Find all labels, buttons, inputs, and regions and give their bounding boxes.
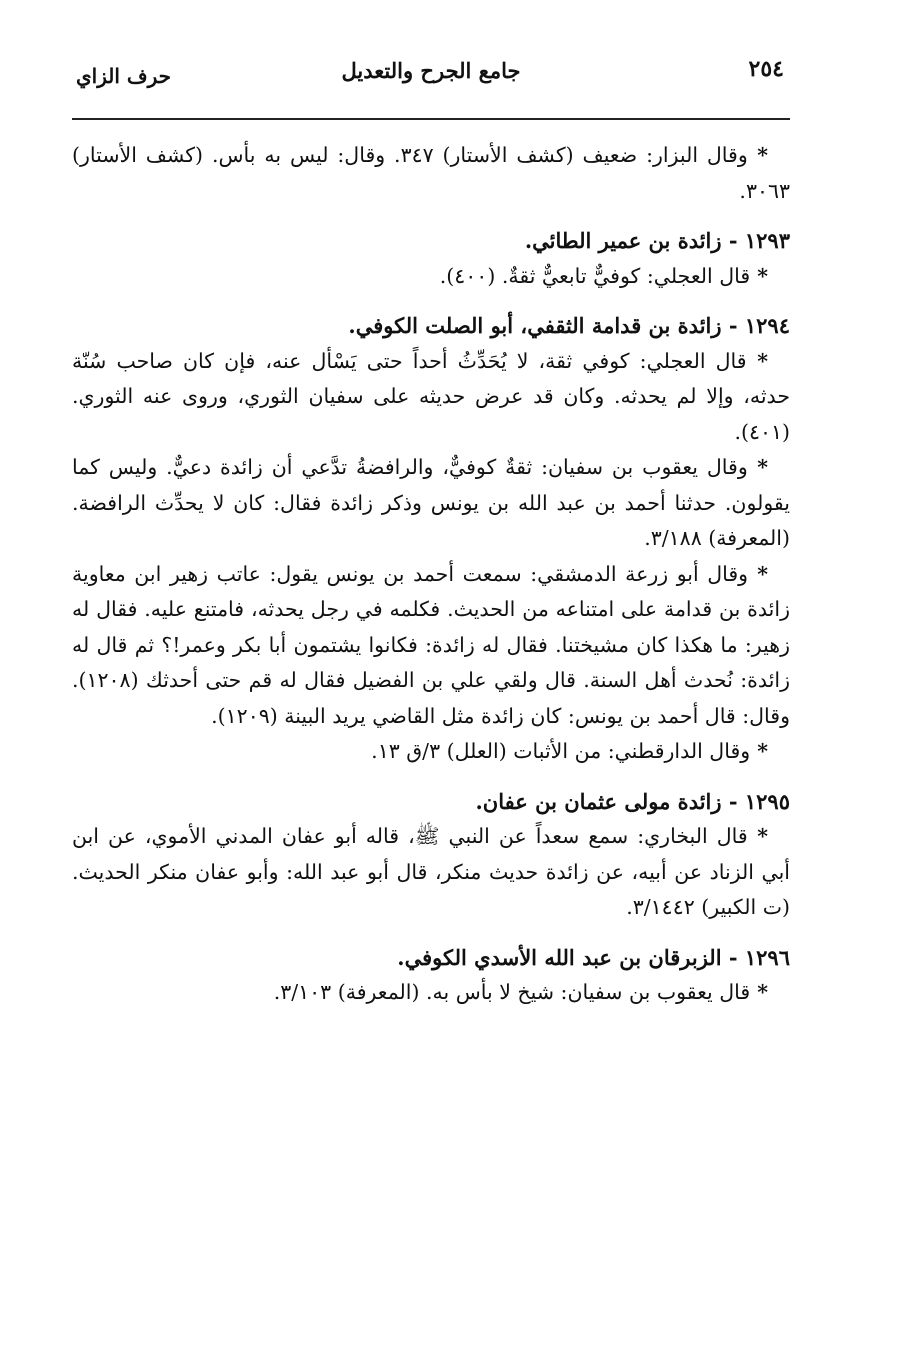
header-divider [72, 118, 790, 120]
page-number: ٢٥٤ [748, 56, 784, 82]
book-title: جامع الجرح والتعديل [341, 58, 521, 83]
narrator-paragraph: * قال العجلي: كوفيٌّ تابعيٌّ ثقةٌ. (٤٠٠). [72, 259, 790, 295]
narrator-paragraph: * وقال أبو زرعة الدمشقي: سمعت أحمد بن يونس يقول: عاتب زهير ابن معاوية زائدة بن قدامة على امتناعه من الحديث. فكلمه في رجل يحدثه، فامتنع عليه. فقال له زهير: ما هكذا كان مشيختنا. فقال له زائدة: فكانوا يشتمون أبا بكر وعمر!؟ ثم قال له زائدة: نُحدث أهل السنة. قال ولقي علي بن الفضيل فقال له قم حتى أحدثك (١٢٠٨). وقال: قال أحمد بن يونس: كان زائدة مثل القاضي يريد البينة (١٢٠٩). [72, 557, 790, 735]
narrator-paragraph: * قال يعقوب بن سفيان: شيخ لا بأس به. (المعرفة) ٣/١٠٣. [72, 975, 790, 1011]
page-body [72, 138, 790, 1011]
entry-heading: ١٢٩٣ - زائدة بن عمير الطائي. [524, 228, 790, 253]
page-header [72, 52, 790, 96]
narrator-paragraph: * وقال البزار: ضعيف (كشف الأستار) ٣٤٧. وقال: ليس به بأس. (كشف الأستار) ٣٠٦٣. [72, 138, 790, 209]
narrator-paragraph: * قال العجلي: كوفي ثقة، لا يُحَدِّثُ أحداً حتى يَسْأل عنه، فإن كان صاحب سُنّة حدثه، وإلا لم يحدثه. وكان قد عرض حديثه على سفيان الثوري، وروى عنه الثوري. (٤٠١). [72, 344, 790, 451]
narrator-paragraph: * قال البخاري: سمع سعداً عن النبي ﷺ، قاله أبو عفان المدني الأموي، عن ابن أبي الزناد عن أبيه، عن زائدة حديث منكر، قال أبو عبد الله: وأبو عفان منكر الحديث. (ت الكبير) ٣/١٤٤٢. [72, 819, 790, 926]
narrator-paragraph: * وقال يعقوب بن سفيان: ثقةٌ كوفيٌّ، والرافضةُ تدَّعي أن زائدة دعيٌّ. وليس كما يقولون. حدثنا أحمد بن عبد الله بن يونس وذكر زائدة فقال: كان لا يحدِّث الرافضة. (المعرفة) ٣/١٨٨. [72, 450, 790, 557]
narrator-paragraph: * وقال الدارقطني: من الأثبات (العلل) ٣/ق ١٣. [72, 734, 790, 770]
section-title: حرف الزاي [76, 64, 171, 88]
entry-heading: ١٢٩٤ - زائدة بن قدامة الثقفي، أبو الصلت الكوفي. [348, 313, 790, 338]
entry-heading: ١٢٩٥ - زائدة مولى عثمان بن عفان. [475, 788, 790, 814]
entry-heading: ١٢٩٦ - الزبرقان بن عبد الله الأسدي الكوفي. [397, 944, 790, 970]
